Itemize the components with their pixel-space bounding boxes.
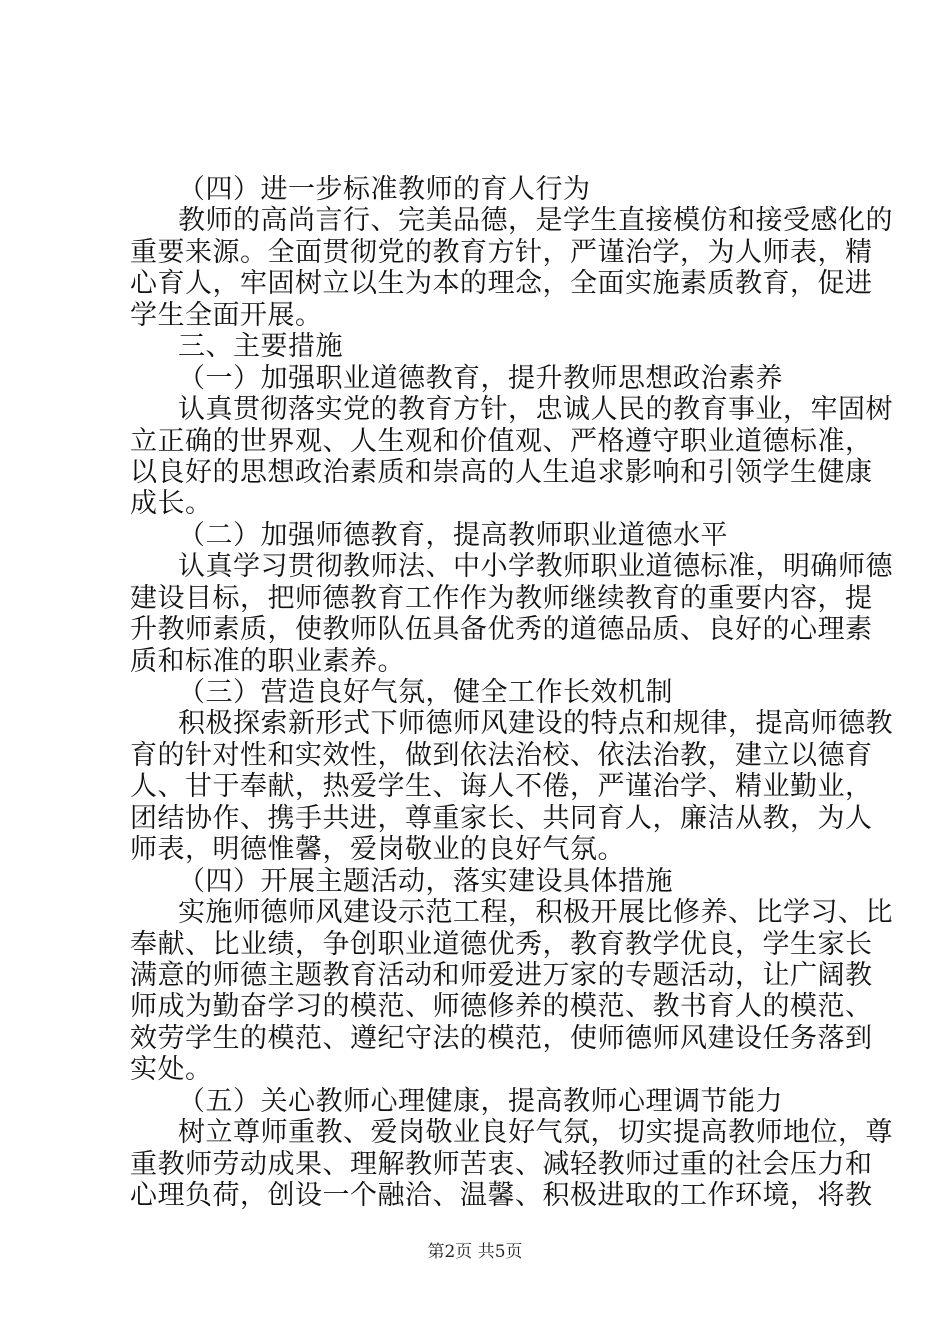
paragraph-line: 奉献、比业绩，争创职业道德优秀，教育教学优良，学生家长: [130, 928, 873, 960]
page-footer: 第2页 共5页: [427, 1242, 523, 1262]
subsection-heading-3: （三）营造良好气氛，健全工作长效机制: [178, 677, 673, 708]
paragraph-line: 升教师素质，使教师队伍具备优秀的道德品质、良好的心理素: [130, 614, 873, 646]
section-heading: 三、主要措施: [178, 331, 343, 363]
paragraph-line: 满意的师德主题教育活动和师爱进万家的专题活动，让广阔教: [130, 959, 873, 991]
paragraph-line: 实施师德师风建设示范工程，积极开展比修养、比学习、比: [178, 897, 893, 929]
paragraph-line: 心理负荷，创设一个融洽、温馨、积极进取的工作环境，将教: [130, 1180, 873, 1211]
paragraph-line: 建设目标，把师德教育工作作为教师继续教育的重要内容，提: [130, 582, 873, 614]
paragraph-line: 心育人，牢固树立以生为本的理念，全面实施素质教育，促进: [130, 268, 873, 300]
subsection-heading-5: （五）关心教师心理健康，提高教师心理调节能力: [178, 1085, 783, 1117]
paragraph-line: 师表，明德惟馨，爱岗敬业的良好气氛。: [130, 834, 625, 866]
paragraph-line: 育的针对性和实效性，做到依法治校、依法治教，建立以德育: [130, 739, 873, 771]
paragraph-line: 人、甘于奉献，热爱学生、诲人不倦，严谨治学、精业勤业，: [130, 771, 873, 803]
paragraph-line: 认真贯彻落实党的教育方针，忠诚人民的教育事业，牢固树: [178, 394, 893, 426]
paragraph-line: 以良好的思想政治素质和崇高的人生追求影响和引领学生健康: [130, 456, 873, 488]
subsection-heading-4: （四）进一步标准教师的育人行为: [178, 174, 591, 205]
paragraph-line: 效劳学生的模范、遵纪守法的模范，使师德师风建设任务落到: [130, 1022, 873, 1054]
paragraph-line: 学生全面开展。: [130, 299, 323, 331]
subsection-heading-4b: （四）开展主题活动，落实建设具体措施: [178, 865, 673, 897]
paragraph-line: 成长。: [130, 488, 213, 520]
paragraph-line: 树立尊师重教、爱岗敬业良好气氛，切实提高教师地位，尊: [178, 1117, 893, 1149]
paragraph-line: 重教师劳动成果、理解教师苦衷、减轻教师过重的社会压力和: [130, 1148, 873, 1180]
paragraph-line: 重要来源。全面贯彻党的教育方针，严谨治学，为人师表，精: [130, 236, 873, 268]
paragraph-line: 认真学习贯彻教师法、中小学教师职业道德标准，明确师德: [178, 551, 893, 583]
paragraph-line: 积极探索新形式下师德师风建设的特点和规律，提高师德教: [178, 708, 893, 740]
paragraph-line: 师成为勤奋学习的模范、师德修养的模范、教书育人的模范、: [130, 991, 873, 1023]
paragraph-line: 团结协作、携手共进，尊重家长、共同育人，廉洁从教，为人: [130, 802, 873, 834]
paragraph-line: 立正确的世界观、人生观和价值观、严格遵守职业道德标准，: [130, 425, 873, 457]
paragraph-line: 实处。: [130, 1054, 213, 1086]
paragraph-line: 教师的高尚言行、完美品德，是学生直接模仿和接受感化的: [178, 205, 893, 237]
subsection-heading-2: （二）加强师德教育，提高教师职业道德水平: [178, 519, 728, 551]
subsection-heading-1: （一）加强职业道德教育，提升教师思想政治素养: [178, 362, 783, 394]
paragraph-line: 质和标准的职业素养。: [130, 645, 405, 677]
